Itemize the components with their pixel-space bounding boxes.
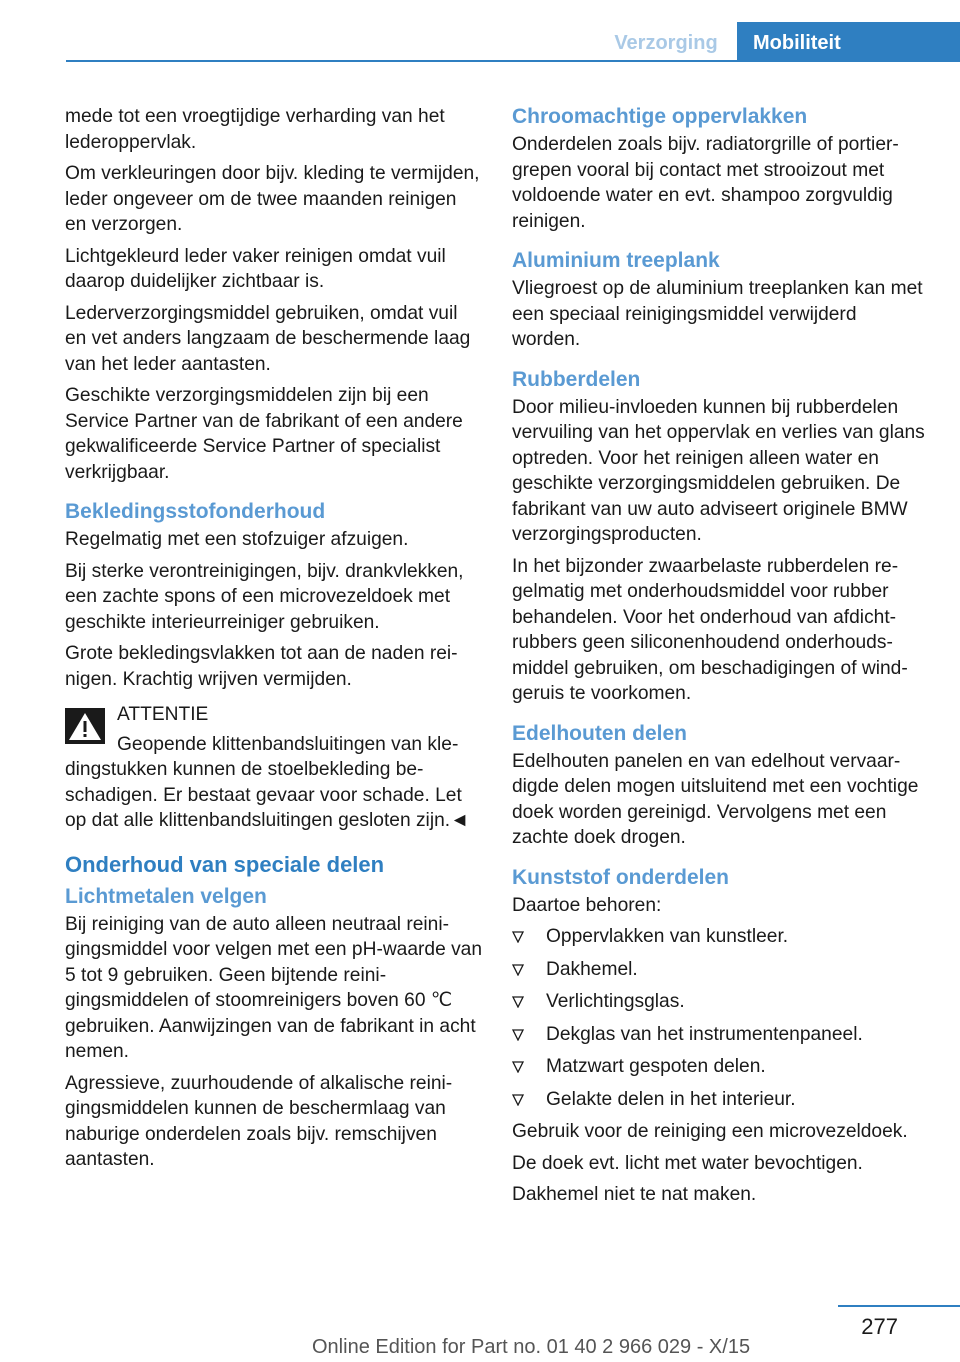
- paragraph: Onderdelen zoals bijv. radiatorgrille of portiergrepen vooral bij contact met strooizout met voldoende water en evt. shampoo zorgvuldig reinigen.: [512, 134, 899, 232]
- paragraph: Daartoe behoren:: [512, 894, 662, 916]
- warning-box: [65, 702, 483, 834]
- heading-onderhoud-speciale-delen: Onderhoud van speciale delen: [65, 851, 385, 877]
- page-number: 277: [861, 1314, 898, 1339]
- paragraph: Dakhemel niet te nat maken.: [512, 1184, 757, 1205]
- paragraph: In het bijzonder zwaarbelaste rubberdelen regelmatig met onderhoudsmiddel voor rubber behandelen. Voor het onderhoud van afdichtrubbers geen siliconenhoudend onderhoudsmiddel gebruiken, om beschadigingen of windgeruis te voorkomen.: [512, 555, 908, 704]
- paragraph: Geschikte verzorgingsmiddelen zijn bij een Service Partner van de fabrikant of een andere gekwalificeerde Service Partner of specialist verkrijgbaar.: [65, 385, 463, 483]
- heading-rubberdelen: Rubberdelen: [512, 367, 641, 391]
- paragraph: Bij sterke verontreinigingen, bijv. drankvlekken, een zachte spons of een microvezeldoek met geschikte interieurreiniger gebruiken.: [65, 560, 464, 633]
- heading-kunststof-onderdelen: Kunststof onderdelen: [512, 865, 730, 889]
- heading-edelhouten-delen: Edelhouten delen: [512, 721, 688, 745]
- paragraph: Om verkleuringen door bijv. kleding te vermijden, leder ongeveer om de twee maanden reinigen en verzorgen.: [65, 163, 480, 235]
- list-item: Dakhemel.: [512, 957, 930, 983]
- triangle-bullet-icon: [512, 931, 524, 943]
- list-item: Gelakte delen in het interieur.: [512, 1087, 930, 1113]
- right-column: [512, 104, 930, 1214]
- paragraph: Edelhouten panelen en van edelhout vervaardigde delen mogen uitsluitend met een vochtige doek worden gereinigd. Vervolgens met een zachte doek drogen.: [512, 750, 919, 848]
- triangle-bullet-icon: [512, 1061, 524, 1073]
- footer-edition: Online Edition for Part no. 01 40 2 966 029 - X/15: [312, 1336, 751, 1358]
- footer-rule: [838, 1305, 960, 1307]
- warning-title: ATTENTIE: [117, 704, 209, 725]
- paragraph: Agressieve, zuurhoudende of alkalische reinigingsmiddelen kunnen de beschermlaag van naburige onderdelen zoals bijv. remschijven aantasten.: [65, 1072, 453, 1170]
- list-item: Oppervlakken van kunstleer.: [512, 924, 930, 950]
- paragraph: Bij reiniging van de auto alleen neutraal reinigingsmiddel voor velgen met een pH-waarde van 5 tot 9 gebruiken. Geen bijtende reinigingsmiddelen of stoomreinigers boven 60 ℃ gebruiken. Aanwijzingen van de fabrikant in acht nemen.: [65, 913, 483, 1062]
- tab-verzorging[interactable]: Verzorging: [614, 32, 718, 54]
- list-item: Matzwart gespoten delen.: [512, 1054, 930, 1080]
- triangle-bullet-icon: [512, 996, 524, 1008]
- warning-text: Geopende klittenbandsluitingen van kledingstukken kunnen de stoelbekleding beschadigen. Er bestaat gevaar voor schade. Let op dat alle klittenbandsluitingen gesloten zijn.◄: [65, 733, 470, 831]
- paragraph: Lichtgekleurd leder vaker reinigen omdat vuil daarop duidelijker zichtbaar is.: [65, 245, 446, 292]
- triangle-bullet-icon: [512, 1029, 524, 1041]
- paragraph: Grote bekledingsvlakken tot aan de naden reinigen. Krachtig wrijven vermijden.: [65, 643, 458, 690]
- paragraph: Door milieu-invloeden kunnen bij rubberdelen vervuiling van het oppervlak en verlies van glans optreden. Voor het reinigen alleen water en geschikte verzorgingsmiddelen gebruiken. De fabrikant van uw auto adviseert originele BMW verzorgingsproducten.: [512, 396, 925, 545]
- left-column: [65, 104, 483, 1179]
- heading-lichtmetalen-velgen: Lichtmetalen velgen: [65, 884, 267, 908]
- tab-mobiliteit[interactable]: Mobiliteit: [737, 22, 960, 62]
- heading-chroomachtige-oppervlakken: Chroomachtige oppervlakken: [512, 105, 808, 128]
- triangle-bullet-icon: [512, 1094, 524, 1106]
- paragraph: Lederverzorgingsmiddel gebruiken, omdat vuil en vet anders langzaam de beschermende laag van het leder aantasten.: [65, 302, 471, 375]
- kunststof-list: [512, 924, 930, 1112]
- heading-bekledingsstofonderhoud: Bekledingsstofonderhoud: [65, 500, 326, 523]
- list-item: Verlichtingsglas.: [512, 989, 930, 1015]
- paragraph: De doek evt. licht met water bevochtigen.: [512, 1152, 863, 1174]
- list-item: Dekglas van het instrumentenpaneel.: [512, 1022, 930, 1048]
- paragraph: Regelmatig met een stofzuiger afzuigen.: [65, 529, 409, 550]
- heading-aluminium-treeplank: Aluminium treeplank: [512, 249, 720, 272]
- paragraph: Gebruik voor de reiniging een microvezeldoek.: [512, 1121, 908, 1142]
- paragraph: mede tot een vroegtijdige verharding van het lederoppervlak.: [65, 106, 445, 153]
- triangle-bullet-icon: [512, 964, 524, 976]
- paragraph: Vliegroest op de aluminium treeplanken kan met een speciaal reinigingsmiddel verwijderd worden.: [512, 278, 923, 350]
- warning-icon: [65, 708, 105, 744]
